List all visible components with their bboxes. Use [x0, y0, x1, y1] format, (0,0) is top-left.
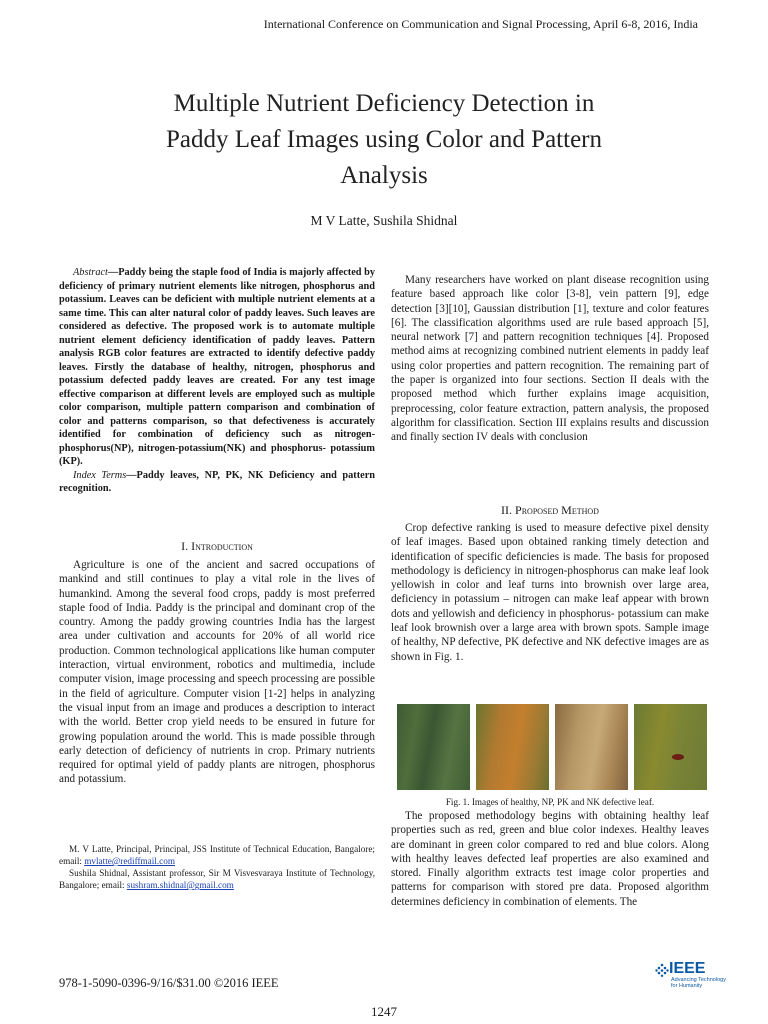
email-link-latte[interactable]: mvlatte@rediffmail.com: [84, 856, 175, 866]
proposed-method-paragraph: Crop defective ranking is used to measure defective pixel density of leaf images. Based upon obtained ranking timely detection and identification of specific deficiencies is made. The basis for proposed methodology is deficiency in nitrogen-phosphorus can make leaf look yellowish in color and leaf turns into brownish over large area, deficiency in potassium – nitrogen can make leaf appear with brown dots and yellowish and deficiency in phosphorus- potassium can make leaf look brownish over a large area with brown spots. Sample image of healthy, NP defective, PK defective and NK defective images are as shown in Fig. 1.: [391, 522, 709, 663]
paper-title: [60, 86, 708, 194]
figure-1-images: [397, 704, 707, 790]
introduction-body: [59, 558, 375, 787]
np-defective-leaf-image: [476, 704, 549, 790]
page-number: 1247: [371, 1004, 397, 1019]
index-terms-label: Index Terms: [73, 469, 127, 481]
abstract-text: —Paddy being the staple food of India is majorly affected by deficiency of primary nutrient elements like nitrogen, phosphorus and potassium. Leaves can be deficient with multiple nutrient elements at a same time. This can alter natural color of paddy leaves. Such leaves are considered as defective. The proposed work is to automate multiple nutrient element deficiency identification of paddy leaves. Pattern analysis RGB color features are extracted to identify defective paddy leaves. Firstly the database of healthy, nitrogen, phosphorus and potassium defected paddy leaves are created. For any test image effective comparison at different levels are employed such as multiple color comparison, multiple pattern comparison and combination of color and patterns comparison, so that defectiveness is accurately identified for combination of deficiency such as nitrogen-phosphorus(NP), nitrogen-potassium(NK) and phosphorus- potassium (KP).: [59, 267, 375, 467]
index-terms-text: —Paddy leaves, NP, PK, NK Deficiency and pattern recognition.: [59, 469, 375, 494]
ieee-logo: [655, 960, 726, 989]
ieee-tagline: Advancing Technology for Humanity: [671, 977, 726, 989]
introduction-paragraph: Agriculture is one of the ancient and sacred occupations of mankind and still continues to play a vital role in the lives of humankind. Among the several food crops, paddy is most preferred staple food of India. Paddy is the principal and dominant crop of the country. Among the paddy growing countries India has the largest area under cultivation and accounts for 20% of all world rice production. Common technological applications like human computer interaction, virtual environment, robotics and multimedia, include computer vision, image processing and speech processing are possible in the field of agriculture. Computer vision [1-2] helps in analyzing the visual input from an image and produces a description to interact with the world. Better crop yield needs to be ensured in future for growing population around the world. This is made possible through early detection of deficiency of nutrients in crop. Primary nutrients required for optimal yield of paddy plants are nitrogen, phosphorus and potassium.: [59, 559, 375, 786]
title-line-3: Analysis: [340, 162, 428, 189]
proposed-method-paragraph-2: The proposed methodology begins with obtaining healthy leaf properties such as red, green and blue color indexes. Healthy leaves are dominant in green color compared to red and blue colors. Along with healthy leaves defected leaf properties are also examined and stored. Finally algorithm extracts test image color properties and patterns for comparison with stored pre data. Proposed algorithm determines deficiency in combination of elements. The: [391, 810, 709, 908]
healthy-leaf-image: [397, 704, 470, 790]
conference-header: International Conference on Communication and Signal Processing, April 6-8, 2016, India: [263, 17, 698, 31]
nk-defective-leaf-image: [634, 704, 707, 790]
title-line-2: Paddy Leaf Images using Color and Pattern: [165, 126, 602, 153]
related-work-paragraph: Many researchers have worked on plant disease recognition using feature based approach like color [3-8], vein pattern [9], edge detection [3][10], Gaussian distribution [1], texture and color features [6]. The classification algorithms used are rule based approach [5], neural network [7] and pattern recognition techniques [4]. Proposed method aims at recognizing combined nutrient elements in paddy leaf using color properties and pattern recognition. The remaining part of the paper is organized into four sections. Section II deals with the proposed method which further explains image acquisition, preprocessing, color feature extraction, pattern analysis, the proposed algorithm for classification. Section III explains results and discussion and finally section IV deals with conclusion: [391, 274, 709, 444]
abstract: [59, 266, 375, 496]
authors: M V Latte, Sushila Shidnal: [310, 213, 458, 228]
brown-spot: [672, 754, 684, 760]
section-heading-introduction: I. Introduction: [181, 539, 253, 553]
ieee-wordmark: IEEE: [669, 960, 706, 977]
pk-defective-leaf-image: [555, 704, 628, 790]
title-line-1: Multiple Nutrient Deficiency Detection in: [173, 90, 595, 117]
proposed-method-body-continued: [391, 809, 709, 909]
proposed-method-body: [391, 521, 709, 664]
abstract-label: Abstract: [73, 267, 108, 278]
section-heading-proposed-method: II. Proposed Method: [501, 503, 599, 517]
email-link-shidnal[interactable]: sushram.shidnal@gmail.com: [126, 880, 234, 890]
copyright-line: 978-1-5090-0396-9/16/$31.00 ©2016 IEEE: [59, 976, 279, 990]
author-footnote: M. V Latte, Principal, Principal, JSS Institute of Technical Education, Bangalore; email: mvlatte@rediffmail.com Sushila Shidnal, Assistant professor, Sir M Visvesvaraya Institute of Technology, Bangalore; email: sushram.shidnal@gmail.com: [59, 844, 375, 890]
figure-1-caption: Fig. 1. Images of healthy, NP, PK and NK defective leaf.: [445, 797, 655, 807]
ieee-diamond-icon: [655, 963, 669, 977]
related-work-body: [391, 273, 709, 445]
